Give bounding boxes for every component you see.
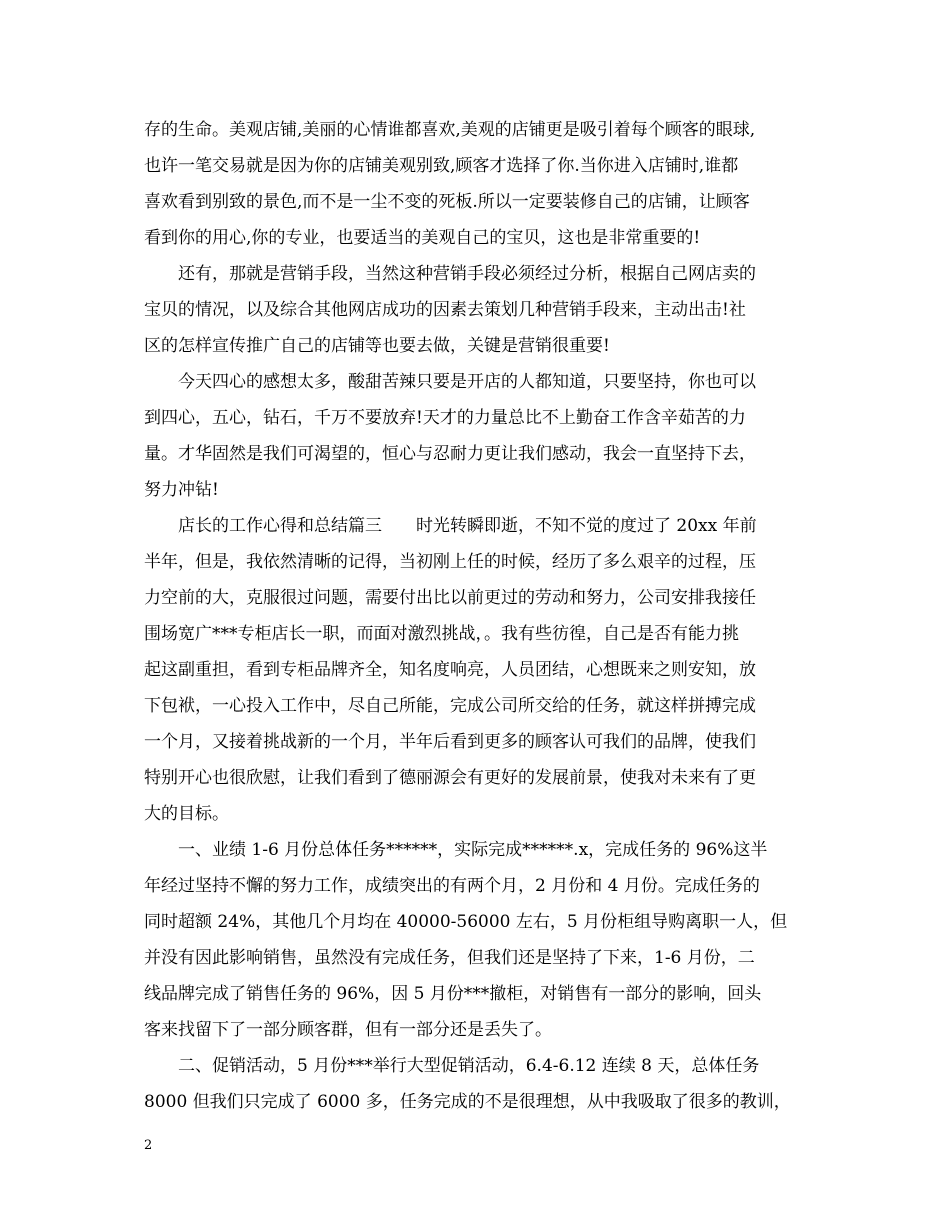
- text-line: 围场宽广***专柜店长一职，而面对激烈挑战，。我有些彷徨，自己是否有能力挑: [144, 624, 739, 644]
- text-line: 宝贝的情况，以及综合其他网店成功的因素去策划几种营销手段来，主动出击!社: [144, 300, 746, 320]
- text-line: 半年，但是，我依然清晰的记得，当初刚上任的时候，经历了多么艰辛的过程，压: [144, 552, 756, 572]
- text-line: 还有，那就是营销手段，当然这种营销手段必须经过分析，根据自己网店卖的: [178, 264, 756, 284]
- text-line: 8000 但我们只完成了 6000 多，任务完成的不是很理想，从中我吸取了很多的教训，: [144, 1092, 791, 1112]
- text-line: 下包袱，一心投入工作中，尽自己所能，完成公司所交给的任务，就这样拼搏完成: [144, 696, 756, 716]
- text-line: 同时超额 24%，其他几个月均在 40000-56000 左右，5 月份柜组导购离职一人，但: [144, 912, 788, 932]
- text-line: 存的生命。美观店铺,美丽的心情谁都喜欢,美观的店铺更是吸引着每个顾客的眼球,: [144, 120, 756, 140]
- body-text: [144, 112, 816, 1120]
- text-line: 店长的工作心得和总结篇三 时光转瞬即逝，不知不觉的度过了 20xx 年前: [178, 516, 757, 536]
- text-line: 大的目标。: [144, 804, 229, 824]
- text-line: 二、促销活动，5 月份***举行大型促销活动，6.4-6.12 连续 8 天，总体任务: [178, 1056, 760, 1076]
- text-line: 也许一笔交易就是因为你的店铺美观别致,顾客才选择了你.当你进入店铺时,谁都: [144, 156, 739, 176]
- text-line: 努力冲钻!: [144, 480, 219, 500]
- text-line: 特别开心也很欣慰，让我们看到了德丽源会有更好的发展前景，使我对未来有了更: [144, 768, 756, 788]
- text-line: 一、业绩 1-6 月份总体任务******，实际完成******.x，完成任务的 96%这半: [178, 840, 768, 860]
- text-line: 线品牌完成了销售任务的 96%，因 5 月份***撤柜，对销售有一部分的影响，回头: [144, 984, 762, 1004]
- text-line: 到四心，五心，钻石，千万不要放弃!天才的力量总比不上勤奋工作含辛茹苦的力: [144, 408, 746, 428]
- text-line: 今天四心的感想太多，酸甜苦辣只要是开店的人都知道，只要坚持，你也可以: [178, 372, 756, 392]
- text-line: 区的怎样宣传推广自己的店铺等也要去做，关键是营销很重要!: [144, 336, 610, 356]
- text-line: 量。才华固然是我们可渴望的，恒心与忍耐力更让我们感动，我会一直坚持下去，: [144, 444, 756, 464]
- text-line: 年经过坚持不懈的努力工作，成绩突出的有两个月，2 月份和 4 月份。完成任务的: [144, 876, 760, 896]
- text-line: 起这副重担，看到专柜品牌齐全，知名度响亮，人员团结，心想既来之则安知，放: [144, 660, 756, 680]
- text-line: 客来找留下了一部分顾客群，但有一部分还是丢失了。: [144, 1020, 552, 1040]
- text-line: 并没有因此影响销售，虽然没有完成任务，但我们还是坚持了下来，1-6 月份，二: [144, 948, 755, 968]
- text-line: 力空前的大，克服很过问题，需要付出比以前更过的劳动和努力，公司安排我接任: [144, 588, 756, 608]
- text-line: 一个月，又接着挑战新的一个月，半年后看到更多的顾客认可我们的品牌，使我们: [144, 732, 756, 752]
- text-line: 喜欢看到别致的景色,而不是一尘不变的死板.所以一定要装修自己的店铺，让顾客: [144, 192, 750, 212]
- text-line: 看到你的用心,你的专业，也要适当的美观自己的宝贝，这也是非常重要的!: [144, 228, 701, 248]
- page-number: 2: [144, 1138, 153, 1153]
